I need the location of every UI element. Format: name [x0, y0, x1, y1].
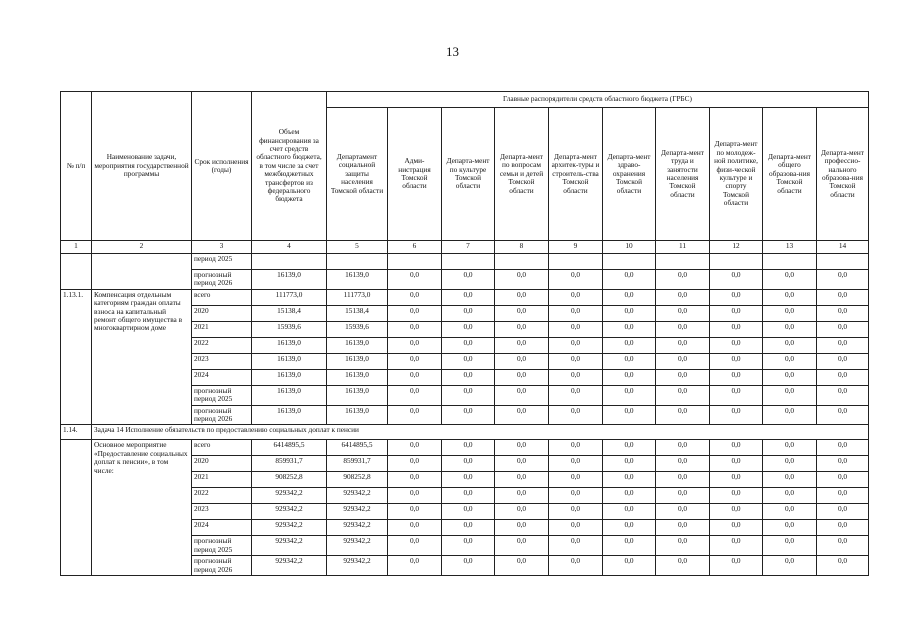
cell-value: 0,0: [763, 321, 817, 337]
cell-value: 0,0: [656, 536, 710, 556]
cell-value: 0,0: [495, 337, 549, 353]
cell-value: 859931,7: [327, 456, 388, 472]
header-row-top: [61, 92, 869, 108]
cell-value: 0,0: [603, 270, 656, 290]
cell-volume: 16139,0: [252, 405, 327, 425]
cell-value: 0,0: [603, 305, 656, 321]
cell-value: 0,0: [388, 321, 442, 337]
column-index: 12: [710, 241, 763, 254]
cell-value: 0,0: [656, 385, 710, 405]
cell-value: 111773,0: [327, 289, 388, 305]
cell-value: 0,0: [495, 440, 549, 456]
cell-value: 0,0: [817, 556, 869, 576]
column-index: 4: [252, 241, 327, 254]
budget-table: [60, 91, 869, 576]
cell-value: 0,0: [710, 504, 763, 520]
cell-volume: 929342,2: [252, 556, 327, 576]
cell-value: 15939,6: [327, 321, 388, 337]
cell-value: 0,0: [817, 385, 869, 405]
column-index: 5: [327, 241, 388, 254]
cell-volume: 111773,0: [252, 289, 327, 305]
cell-period: прогнозный период 2025: [192, 385, 252, 405]
column-index: 3: [192, 241, 252, 254]
cell-value: 0,0: [388, 369, 442, 385]
cell-volume: 15138,4: [252, 305, 327, 321]
cell-value: 0,0: [763, 369, 817, 385]
cell-value: 0,0: [495, 520, 549, 536]
cell-value: 0,0: [442, 456, 495, 472]
cell-value: 0,0: [442, 504, 495, 520]
cell-value: 0,0: [710, 270, 763, 290]
cell-value: 0,0: [549, 353, 603, 369]
cell-value: 929342,2: [327, 520, 388, 536]
cell-name: Компенсация отдельным категориям граждан оплаты взноса на капитальный ремонт общего имущества в многоквартирном доме: [92, 289, 192, 425]
table-row: [61, 254, 869, 270]
cell-volume: 16139,0: [252, 385, 327, 405]
cell-value: 0,0: [656, 520, 710, 536]
cell-value: 0,0: [388, 289, 442, 305]
cell-period: 2020: [192, 305, 252, 321]
task-title: Задача 14 Исполнение обязательств по предоставлению социальных доплат к пенсии: [92, 425, 869, 440]
cell-value: 0,0: [710, 369, 763, 385]
column-index: 14: [817, 241, 869, 254]
cell-value: 0,0: [710, 289, 763, 305]
cell-period: 2023: [192, 353, 252, 369]
cell-value: 15138,4: [327, 305, 388, 321]
cell-period: 2024: [192, 520, 252, 536]
header-col-period: Срок исполнения (годы): [192, 92, 252, 241]
cell-value: 0,0: [763, 440, 817, 456]
cell-value: 0,0: [710, 337, 763, 353]
cell-value: 0,0: [388, 456, 442, 472]
cell-value: 16139,0: [327, 405, 388, 425]
column-index: 11: [656, 241, 710, 254]
cell-value: 0,0: [817, 270, 869, 290]
cell-value: 0,0: [817, 440, 869, 456]
cell-value: 0,0: [763, 353, 817, 369]
cell-value: 0,0: [656, 488, 710, 504]
cell-value: 0,0: [388, 305, 442, 321]
cell-volume: 16139,0: [252, 369, 327, 385]
cell-value: 0,0: [710, 305, 763, 321]
cell-volume: 16139,0: [252, 270, 327, 290]
cell-period: 2021: [192, 321, 252, 337]
cell-value: 0,0: [656, 321, 710, 337]
cell-value: 0,0: [763, 488, 817, 504]
column-index-row: [61, 241, 869, 254]
cell-value: 0,0: [710, 440, 763, 456]
header-grbs: Департа-мент профессио-нального образова-ния Томской области: [817, 108, 869, 241]
column-index: 9: [549, 241, 603, 254]
cell-value: 0,0: [817, 353, 869, 369]
cell-value: 0,0: [549, 405, 603, 425]
cell-period: 2021: [192, 472, 252, 488]
cell-period: прогнозный период 2026: [192, 556, 252, 576]
cell-name: [92, 254, 192, 290]
cell-value: 0,0: [763, 270, 817, 290]
cell-value: 0,0: [603, 556, 656, 576]
table-row: [61, 289, 869, 305]
column-index: 8: [495, 241, 549, 254]
header-grbs: Департа-мент по молодеж-ной политике, физи-ческой культуре и спорту Томской области: [710, 108, 763, 241]
cell-value: 0,0: [549, 305, 603, 321]
cell-value: 0,0: [388, 353, 442, 369]
cell-value: 0,0: [549, 321, 603, 337]
header-grbs: Департа-мент по культуре Томской области: [442, 108, 495, 241]
cell-value: 0,0: [603, 405, 656, 425]
cell-value: 0,0: [603, 369, 656, 385]
cell-value: 0,0: [817, 536, 869, 556]
cell-value: 0,0: [603, 456, 656, 472]
cell-value: 0,0: [817, 321, 869, 337]
cell-value: 0,0: [603, 321, 656, 337]
cell-value: 0,0: [442, 305, 495, 321]
cell-value: 0,0: [549, 385, 603, 405]
cell-value: 0,0: [817, 405, 869, 425]
cell-value: 0,0: [763, 472, 817, 488]
cell-volume: 929342,2: [252, 504, 327, 520]
cell-value: 0,0: [388, 556, 442, 576]
cell-value: 0,0: [817, 289, 869, 305]
cell-value: 0,0: [656, 456, 710, 472]
cell-period: период 2025: [192, 254, 252, 270]
cell-value: 6414895,5: [327, 440, 388, 456]
cell-period: 2023: [192, 504, 252, 520]
cell-value: 0,0: [817, 504, 869, 520]
cell-value: 0,0: [656, 405, 710, 425]
cell-value: 0,0: [710, 353, 763, 369]
cell-value: 0,0: [817, 305, 869, 321]
cell-value: 0,0: [549, 440, 603, 456]
cell-value: 0,0: [656, 504, 710, 520]
cell-value: 0,0: [817, 472, 869, 488]
cell-value: 0,0: [603, 289, 656, 305]
cell-value: 0,0: [442, 440, 495, 456]
cell-value: 0,0: [388, 270, 442, 290]
cell-value: 0,0: [763, 556, 817, 576]
table-row: [61, 440, 869, 456]
cell-value: 908252,8: [327, 472, 388, 488]
cell-volume: 908252,8: [252, 472, 327, 488]
cell-value: 0,0: [442, 536, 495, 556]
task-num: 1.14.: [61, 425, 92, 440]
cell-value: 0,0: [495, 305, 549, 321]
cell-period: прогнозный период 2026: [192, 405, 252, 425]
cell-value: 0,0: [495, 353, 549, 369]
cell-value: 0,0: [763, 504, 817, 520]
cell-value: 0,0: [549, 556, 603, 576]
header-grbs: Департа-мент общего образова-ния Томской области: [763, 108, 817, 241]
cell-value: 0,0: [442, 270, 495, 290]
cell-value: 0,0: [495, 321, 549, 337]
header-grbs: Департа-мент по вопросам семьи и детей Томской области: [495, 108, 549, 241]
cell-value: 0,0: [603, 488, 656, 504]
cell-value: 0,0: [495, 270, 549, 290]
cell-value: 0,0: [656, 337, 710, 353]
cell-period: прогнозный период 2025: [192, 536, 252, 556]
header-grbs: Департа-мент здраво-охранения Томской области: [603, 108, 656, 241]
cell-volume: 16139,0: [252, 337, 327, 353]
cell-value: 0,0: [388, 536, 442, 556]
cell-value: 0,0: [388, 385, 442, 405]
cell-value: 0,0: [603, 536, 656, 556]
cell-value: 0,0: [710, 556, 763, 576]
cell-value: 0,0: [495, 456, 549, 472]
cell-value: 0,0: [656, 305, 710, 321]
cell-value: 0,0: [710, 472, 763, 488]
cell-value: 0,0: [442, 369, 495, 385]
cell-period: всего: [192, 440, 252, 456]
cell-value: 16139,0: [327, 369, 388, 385]
cell-value: 0,0: [388, 504, 442, 520]
cell-volume: 929342,2: [252, 520, 327, 536]
cell-value: 0,0: [656, 440, 710, 456]
cell-value: 0,0: [442, 385, 495, 405]
cell-value: 929342,2: [327, 488, 388, 504]
task-row: [61, 425, 869, 440]
cell-value: 16139,0: [327, 385, 388, 405]
cell-value: 0,0: [549, 504, 603, 520]
cell-value: 0,0: [495, 472, 549, 488]
cell-value: 0,0: [442, 321, 495, 337]
cell-value: 0,0: [763, 520, 817, 536]
cell-value: 0,0: [656, 353, 710, 369]
cell-value: 0,0: [656, 556, 710, 576]
cell-value: 0,0: [817, 520, 869, 536]
cell-value: 0,0: [549, 289, 603, 305]
cell-value: 0,0: [603, 353, 656, 369]
cell-value: 0,0: [603, 504, 656, 520]
cell-value: 0,0: [817, 337, 869, 353]
cell-period: 2020: [192, 456, 252, 472]
cell-value: 929342,2: [327, 556, 388, 576]
cell-period: всего: [192, 289, 252, 305]
cell-value: 0,0: [549, 536, 603, 556]
cell-volume: 16139,0: [252, 353, 327, 369]
column-index: 13: [763, 241, 817, 254]
cell-value: 0,0: [603, 385, 656, 405]
column-index: 6: [388, 241, 442, 254]
cell-value: 0,0: [388, 337, 442, 353]
cell-period: 2024: [192, 369, 252, 385]
cell-value: 0,0: [442, 337, 495, 353]
cell-volume: 859931,7: [252, 456, 327, 472]
page-number: 13: [446, 44, 459, 59]
header-grbs: Департамент социальной защиты населения Томской области: [327, 108, 388, 241]
cell-value: 16139,0: [327, 337, 388, 353]
cell-value: 0,0: [710, 536, 763, 556]
cell-value: 0,0: [388, 488, 442, 504]
cell-value: 0,0: [763, 405, 817, 425]
cell-period: 2022: [192, 488, 252, 504]
cell-value: 0,0: [495, 488, 549, 504]
cell-value: 0,0: [549, 456, 603, 472]
column-index: 1: [61, 241, 92, 254]
cell-value: 0,0: [710, 488, 763, 504]
cell-num: [61, 440, 92, 576]
header-col-num: № п/п: [61, 92, 92, 241]
cell-value: 0,0: [388, 440, 442, 456]
cell-value: 0,0: [442, 405, 495, 425]
cell-value: 0,0: [495, 385, 549, 405]
cell-value: 0,0: [549, 472, 603, 488]
header-col-volume: Объем финансирования за счет средств областного бюджета, в том числе за счет межбюджетных трансфертов из федерального бюджета: [252, 92, 327, 241]
cell-value: 0,0: [710, 520, 763, 536]
cell-period: прогнозный период 2026: [192, 270, 252, 290]
cell-value: 0,0: [763, 385, 817, 405]
header-col-name: Наименование задачи, мероприятия государственной программы: [92, 92, 192, 241]
cell-value: 0,0: [817, 488, 869, 504]
cell-volume: 6414895,5: [252, 440, 327, 456]
header-grbs-title: Главные распорядители средств областного бюджета (ГРБС): [327, 92, 869, 108]
header-grbs: Департа-мент архитек-туры и строитель-ства Томской области: [549, 108, 603, 241]
cell-volume: 929342,2: [252, 488, 327, 504]
header-grbs: Департа-мент труда и занятости населения Томской области: [656, 108, 710, 241]
cell-value: 0,0: [495, 405, 549, 425]
cell-value: 0,0: [817, 369, 869, 385]
cell-value: 0,0: [549, 488, 603, 504]
cell-value: 0,0: [763, 536, 817, 556]
cell-value: 0,0: [763, 337, 817, 353]
cell-value: 0,0: [442, 488, 495, 504]
cell-value: 0,0: [388, 405, 442, 425]
cell-volume: 15939,6: [252, 321, 327, 337]
column-index: 2: [92, 241, 192, 254]
cell-value: 0,0: [442, 289, 495, 305]
cell-value: 16139,0: [327, 353, 388, 369]
cell-value: 0,0: [763, 456, 817, 472]
cell-value: 0,0: [603, 440, 656, 456]
cell-value: 0,0: [603, 472, 656, 488]
cell-value: 0,0: [442, 472, 495, 488]
cell-value: 0,0: [710, 405, 763, 425]
cell-value: 0,0: [656, 472, 710, 488]
cell-volume: 929342,2: [252, 536, 327, 556]
cell-value: 0,0: [549, 270, 603, 290]
cell-period: 2022: [192, 337, 252, 353]
cell-value: 0,0: [442, 556, 495, 576]
column-index: 10: [603, 241, 656, 254]
cell-value: 0,0: [603, 520, 656, 536]
cell-value: 16139,0: [327, 270, 388, 290]
cell-value: 0,0: [495, 289, 549, 305]
cell-value: 0,0: [495, 536, 549, 556]
cell-value: 0,0: [603, 337, 656, 353]
cell-value: 0,0: [710, 321, 763, 337]
column-index: 7: [442, 241, 495, 254]
cell-value: 0,0: [710, 456, 763, 472]
cell-value: 0,0: [656, 270, 710, 290]
cell-value: 0,0: [549, 369, 603, 385]
cell-value: 0,0: [549, 520, 603, 536]
cell-value: 0,0: [656, 369, 710, 385]
cell-value: 0,0: [763, 305, 817, 321]
cell-name: Основное мероприятие «Предоставление социальных доплат к пенсии», в том числе:: [92, 440, 192, 576]
cell-value: 0,0: [495, 556, 549, 576]
cell-value: 0,0: [549, 337, 603, 353]
cell-value: 0,0: [656, 289, 710, 305]
cell-value: 0,0: [388, 472, 442, 488]
cell-value: 929342,2: [327, 536, 388, 556]
cell-value: 0,0: [495, 369, 549, 385]
cell-value: 0,0: [495, 504, 549, 520]
header-grbs: Адми-нистрация Томской области: [388, 108, 442, 241]
cell-value: 0,0: [442, 520, 495, 536]
cell-num: 1.13.1.: [61, 289, 92, 425]
cell-num: [61, 254, 92, 290]
cell-value: 0,0: [763, 289, 817, 305]
cell-value: 0,0: [710, 385, 763, 405]
cell-value: 929342,2: [327, 504, 388, 520]
cell-value: 0,0: [442, 353, 495, 369]
cell-value: 0,0: [388, 520, 442, 536]
cell-value: 0,0: [817, 456, 869, 472]
